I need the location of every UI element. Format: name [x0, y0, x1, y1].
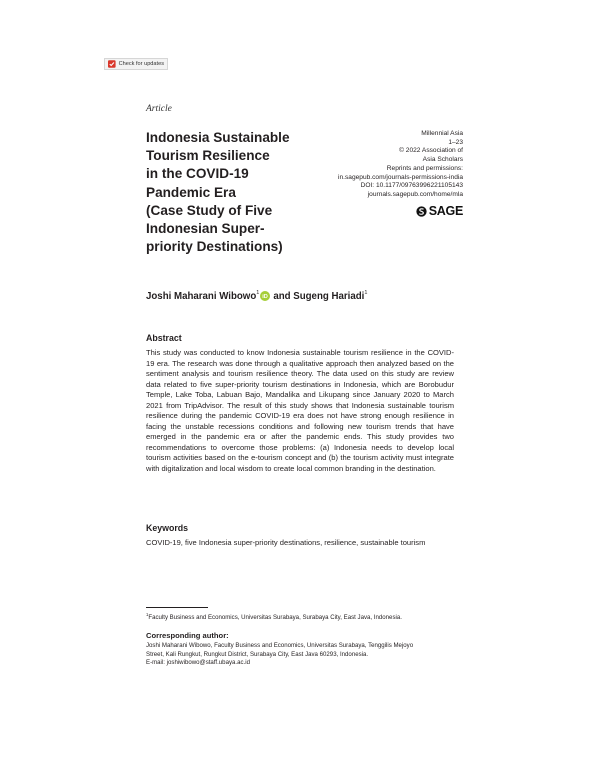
- title-line: priority Destinations): [146, 239, 283, 255]
- journal-permissions-link[interactable]: in.sagepub.com/journals-permissions-india: [338, 173, 463, 181]
- journal-pages: 1–23: [448, 138, 463, 146]
- check-for-updates-button[interactable]: [104, 58, 168, 70]
- affiliation-text: Faculty Business and Economics, Universitas Surabaya, Surabaya City, East Java, Indonesia.: [148, 614, 402, 622]
- corresponding-line: Joshi Maharani Wibowo, Faculty Business and Economics, Universitas Surabaya, Tenggilis Mejoyo: [146, 642, 414, 649]
- affiliation-footnote: [146, 612, 402, 621]
- article-type-label: Article: [146, 104, 172, 114]
- orcid-icon[interactable]: [260, 291, 270, 301]
- abstract-text: This study was conducted to know Indonesia sustainable tourism resilience in the COVID-19 era. The research was done through a qualitative approach then analyzed based on the sentiment analysis and tourism resilience theory. The data used on this study are review data related to five super-priority tourism destinations in Indonesia, which are Borobudur Temple, Lake Toba, Labuan Bajo, Mandalika and Likupang since January 2020 to March 2021 from TripAdvisor. The result of this study shows that Indonesia sustainable tourism resilience during the pandemic COVID-19 era does not have strong enough resilience in facing the unstable recessions conditions and following new tourism trends that have emerged in the pandemic era or after the pandemic ends. This study provides two recommendations to overcome those problems: (a) Indonesia needs to develop local tourism activities based on the e-tourism concept and (b) the tourism activity must integrate with digitalization and local wisdom to create local common branding in the destination.: [146, 348, 454, 474]
- title-line: (Case Study of Five: [146, 202, 273, 218]
- author-connector: and: [273, 291, 291, 302]
- footnote-divider: [146, 607, 208, 608]
- article-title: [146, 129, 316, 256]
- author-name[interactable]: Joshi Maharani Wibowo: [146, 291, 257, 302]
- keywords-text: COVID-19, five Indonesia super-priority destinations, resilience, sustainable tourism: [146, 538, 426, 547]
- title-line: Pandemic Era: [146, 184, 236, 200]
- journal-copyright-holder: Asia Scholars: [422, 156, 463, 164]
- keywords-heading: Keywords: [146, 523, 189, 533]
- journal-homepage-link[interactable]: journals.sagepub.com/home/mla: [367, 190, 463, 198]
- title-line: Indonesia Sustainable: [146, 130, 290, 145]
- corresponding-line: Street, Kali Rungkut, Rungkut District, Surabaya City, East Java 60293, Indonesia.: [146, 650, 369, 658]
- journal-copyright: © 2022 Association of: [399, 147, 463, 155]
- svg-text:iD: iD: [262, 294, 269, 300]
- corresponding-email[interactable]: E-mail: joshiwibowo@staff.ubaya.ac.id: [146, 659, 250, 667]
- journal-name: Millennial Asia: [421, 130, 463, 137]
- affiliation-marker: 1: [256, 290, 260, 296]
- check-for-updates-label: Check for updates: [118, 61, 164, 67]
- title-line: in the COVID-19: [146, 166, 249, 182]
- journal-doi[interactable]: DOI: 10.1177/09763996221105143: [360, 182, 463, 190]
- affiliation-number: 1: [146, 612, 149, 617]
- publisher-logo: [416, 204, 463, 218]
- author-name[interactable]: Sugeng Hariadi: [293, 291, 365, 302]
- journal-info: [338, 130, 463, 200]
- corresponding-author-details: [146, 642, 456, 668]
- sage-logo-icon: [416, 206, 427, 217]
- abstract-heading: Abstract: [146, 333, 182, 343]
- title-line: Tourism Resilience: [146, 148, 270, 164]
- affiliation-marker: 1: [364, 290, 368, 296]
- check-for-updates-icon: [108, 60, 116, 68]
- journal-reprints-label: Reprints and permissions:: [386, 164, 463, 172]
- corresponding-author-heading: Corresponding author:: [146, 631, 229, 640]
- publisher-name: SAGE: [428, 204, 463, 218]
- title-line: Indonesian Super-: [146, 221, 265, 237]
- author-list: [146, 291, 367, 302]
